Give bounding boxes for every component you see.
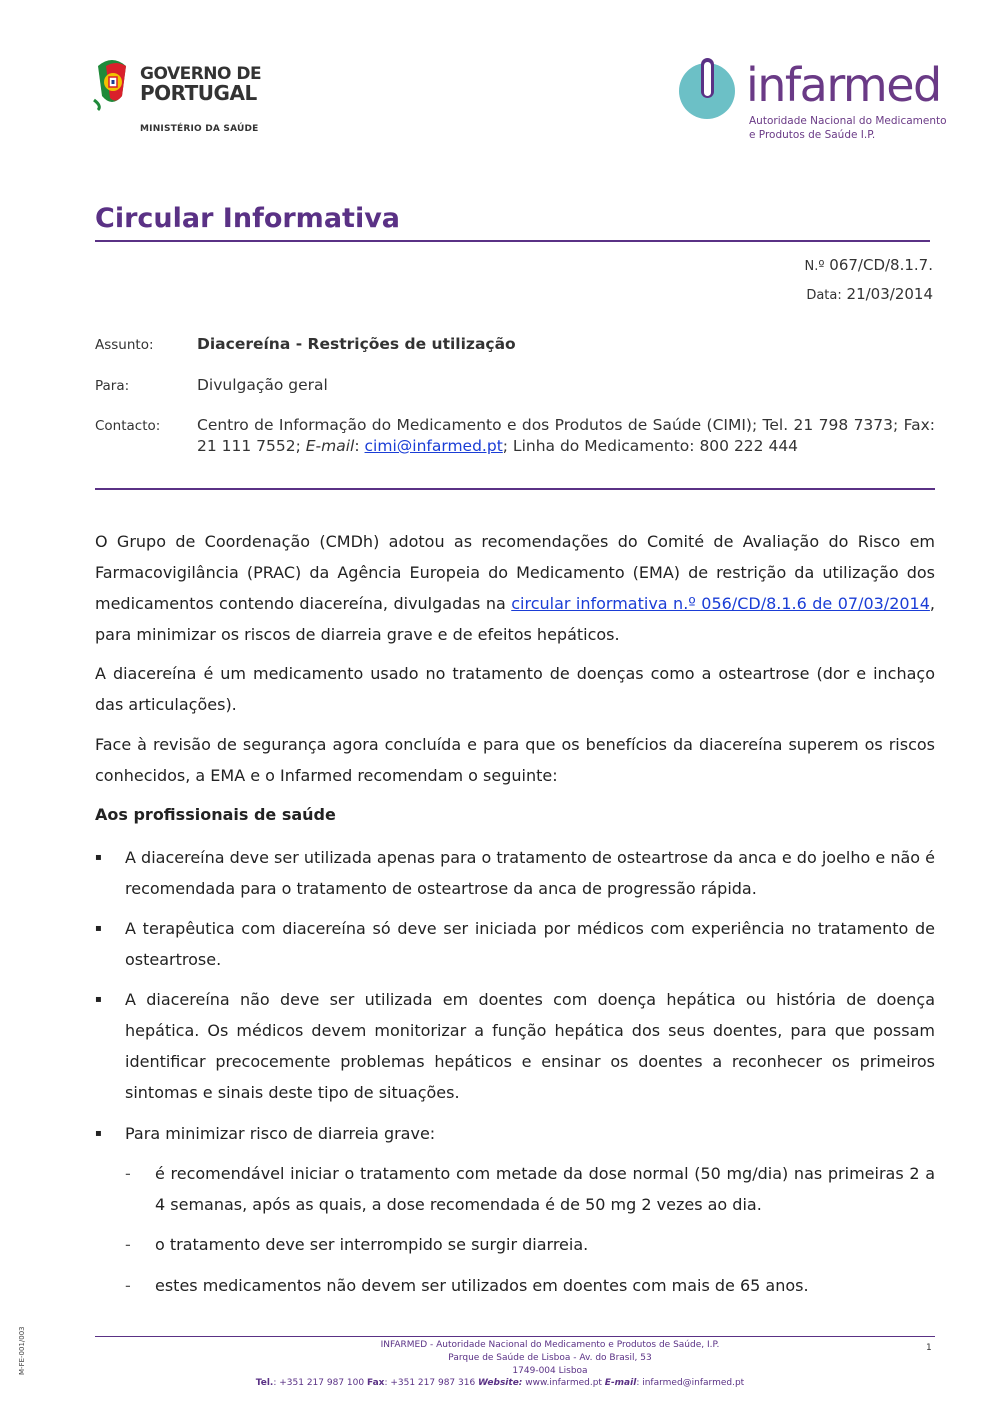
list-item-text: A terapêutica com diacereína só deve ser iniciada por médicos com experiência no tratamento de osteartrose. <box>125 919 935 969</box>
list-item-text: Para minimizar risco de diarreia grave: <box>125 1124 436 1143</box>
subject-label: Assunto: <box>95 337 154 353</box>
footer-contact <box>200 1378 800 1388</box>
section-heading: Aos profissionais de saúde <box>95 805 336 824</box>
paragraph-intro-text: O Grupo de Coordenação (CMDh) adotou as recomendações do Comité de Avaliação do Risco em Farmacovigilância (PRAC) da Agência Europeia do Medicamento (EMA) de restrição da utilização dos medicamentos contendo diacereína, divulgadas na <box>95 532 935 613</box>
sub-list-item-text: o tratamento deve ser interrompido se surgir diarreia. <box>155 1235 589 1254</box>
bullet-marker: ▪ <box>95 994 102 1005</box>
bullet-marker: ▪ <box>95 852 102 863</box>
infarmed-mark-icon <box>676 58 738 120</box>
subject-value: Diacereína - Restrições de utilização <box>197 335 516 353</box>
page-number: 1 <box>926 1343 932 1353</box>
to-label: Para: <box>95 378 130 394</box>
footer-city: 1749-004 Lisboa <box>512 1366 588 1376</box>
sub-list-item-text: estes medicamentos não devem ser utilizados em doentes com mais de 65 anos. <box>155 1276 809 1295</box>
list-item <box>95 984 935 1108</box>
governo-de-portugal-logo <box>92 56 262 138</box>
meta-divider <box>95 488 935 490</box>
paragraph-recommendation: Face à revisão de segurança agora concluída e para que os benefícios da diacereína superem os riscos conhecidos, a EMA e o Infarmed recomendam o seguinte: <box>95 735 935 785</box>
footer-address: Parque de Saúde de Lisboa - Av. do Brasil, 53 <box>448 1353 652 1363</box>
list-item-text: A diacereína não deve ser utilizada em doentes com doença hepática ou história de doença hepática. Os médicos devem monitorizar a função hepática dos seus doentes, para que possam identificar precocemente problemas hepáticos e ensinar os doentes a reconhecer os primeiros sintomas e sinais deste tipo de situações. <box>125 990 935 1102</box>
bullet-marker: ▪ <box>95 923 102 934</box>
reference-number <box>805 256 933 274</box>
footer-web-label: Website: <box>478 1378 523 1388</box>
footer-web: www.infarmed.pt <box>522 1378 605 1388</box>
sub-list-item <box>125 1158 935 1220</box>
footer-org: INFARMED - Autoridade Nacional do Medicamento e Produtos de Saúde, I.P. <box>380 1340 720 1350</box>
dash-marker: - <box>125 1276 131 1295</box>
list-item <box>95 1118 935 1149</box>
paragraph-intro-tail: , para minimizar os riscos de diarreia grave e de efeitos hepáticos. <box>95 594 936 644</box>
gov-name-line2: PORTUGAL <box>140 81 257 105</box>
list-item-text: A diacereína deve ser utilizada apenas para o tratamento de osteartrose da anca e do joelho e não é recomendada para o tratamento de osteartrose da anca de progressão rápida. <box>125 848 935 898</box>
footer-divider <box>95 1336 935 1337</box>
infarmed-wordmark: infarmed <box>746 58 941 112</box>
contact-label: Contacto: <box>95 418 161 434</box>
list-item <box>95 842 935 904</box>
footer-email: : infarmed@infarmed.pt <box>636 1378 745 1388</box>
list-item <box>95 913 935 975</box>
sub-list-item <box>125 1270 935 1301</box>
infarmed-subtitle-1: Autoridade Nacional do Medicamento <box>749 115 947 127</box>
contact-email-link[interactable]: cimi@infarmed.pt <box>364 437 503 455</box>
to-value: Divulgação geral <box>197 376 328 394</box>
sub-list-item <box>125 1229 935 1260</box>
gov-name-line1: GOVERNO DE <box>140 64 262 84</box>
contact-email-separator: : <box>354 437 365 455</box>
infarmed-subtitle-2: e Produtos de Saúde I.P. <box>749 129 876 141</box>
contact-text: Centro de Informação do Medicamento e dos Produtos de Saúde (CIMI); Tel. 21 798 7373; Fax: 21 111 7552; <box>197 416 935 455</box>
date-value: 21/03/2014 <box>846 285 933 303</box>
form-code: M-FE-001/003 <box>18 1326 26 1375</box>
footer-tel: : +351 217 987 100 <box>273 1378 367 1388</box>
portugal-emblem-icon <box>92 56 132 112</box>
paragraph-description: A diacereína é um medicamento usado no tratamento de doenças como a osteartrose (dor e inchaço das articulações). <box>95 664 935 714</box>
document-date <box>806 285 933 303</box>
footer-fax-label: Fax <box>366 1378 385 1388</box>
reference-value: 067/CD/8.1.7. <box>829 256 933 274</box>
sub-list-item-text: é recomendável iniciar o tratamento com metade da dose normal (50 mg/dia) nas primeiras 2 a 4 semanas, após as quais, a dose recomendada é de 50 mg 2 vezes ao dia. <box>155 1164 935 1214</box>
document-title: Circular Informativa <box>95 203 401 234</box>
gov-ministry: MINISTÉRIO DA SAÚDE <box>140 124 259 134</box>
title-divider <box>95 240 930 242</box>
contact-email-label: E-mail <box>305 437 355 455</box>
footer-email-label: E-mail <box>604 1378 637 1388</box>
bullet-marker: ▪ <box>95 1128 102 1139</box>
footer-tel-label: Tel. <box>255 1378 274 1388</box>
dash-marker: - <box>125 1164 131 1183</box>
reference-label: N.º <box>804 259 825 274</box>
footer-fax: : +351 217 987 316 <box>384 1378 479 1388</box>
circular-link[interactable]: circular informativa n.º 056/CD/8.1.6 de 07/03/2014 <box>511 594 930 613</box>
infarmed-logo <box>676 56 947 146</box>
dash-marker: - <box>125 1235 131 1254</box>
paragraph-intro <box>95 526 935 650</box>
contact-value <box>197 415 935 457</box>
contact-phone-line: ; Linha do Medicamento: 800 222 444 <box>502 437 799 455</box>
date-label: Data: <box>806 288 842 303</box>
